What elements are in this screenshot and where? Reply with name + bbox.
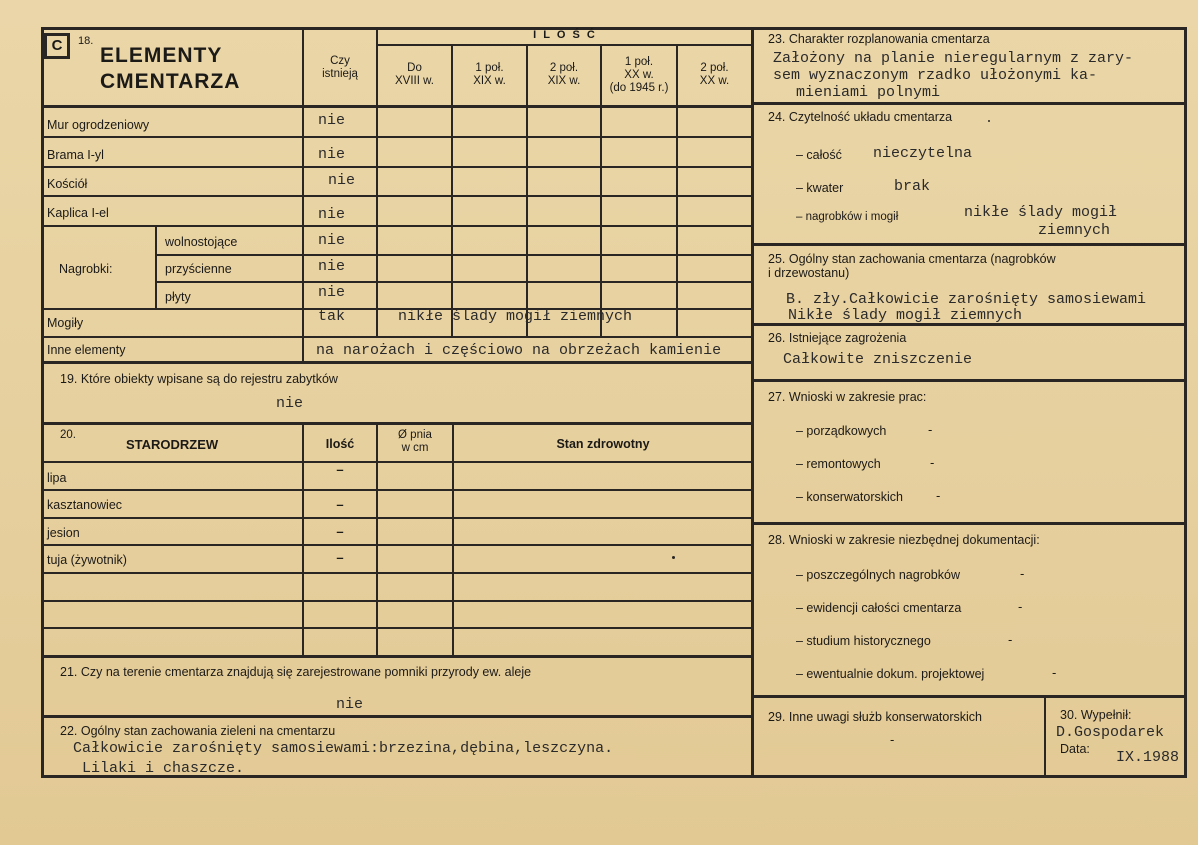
element-label: Mur ogrodzeniowy	[47, 118, 150, 132]
q27-value: -	[936, 488, 941, 503]
q27-value: -	[930, 455, 935, 470]
element-value: nie	[318, 258, 346, 275]
col-rule	[1044, 696, 1046, 777]
q27-item: – konserwatorskich	[796, 490, 903, 504]
col-rule	[452, 424, 454, 656]
row-rule	[751, 243, 1187, 246]
element-value: na narożach i częściowo na obrzeżach kamienie	[316, 342, 722, 359]
q28-item: – studium historycznego	[796, 634, 931, 648]
row-rule	[41, 225, 753, 227]
col-header-text: istnieją	[322, 68, 358, 80]
element-label: Kaplica I-el	[47, 206, 109, 220]
q28-item: – ewentualnie dokum. projektowej	[796, 667, 985, 681]
col-header-text: XX w.	[624, 69, 654, 81]
q23-line3: mieniami polnymi	[796, 84, 941, 101]
q24-label: 24. Czytelność układu cmentarza	[768, 110, 953, 124]
row-rule	[41, 715, 753, 718]
element-value: nie	[318, 112, 346, 129]
tree-name: tuja (żywotnik)	[47, 553, 127, 567]
col-rule	[526, 44, 528, 338]
q23-line2: sem wyznaczonym rzadko ułożonymi ka-	[773, 67, 1098, 84]
q28-item: – ewidencji całości cmentarza	[796, 601, 962, 615]
row-rule	[751, 522, 1187, 525]
q28-value: -	[1020, 566, 1025, 581]
row-rule	[41, 308, 753, 310]
q24-nagrobkow-label: – nagrobków i mogił	[796, 211, 899, 223]
row-rule	[41, 361, 753, 364]
section-title-line1: ELEMENTY	[100, 44, 223, 67]
q21-value: nie	[336, 696, 364, 713]
tree-count: –	[336, 462, 344, 477]
q23-line1: Założony na planie nieregularnym z zary-	[773, 50, 1134, 67]
element-label: płyty	[165, 290, 191, 304]
ilosc-rule	[376, 44, 752, 46]
col-header-period	[602, 56, 676, 95]
tree-name: kasztanowiec	[47, 498, 123, 512]
q24-nagrobkow-value2: ziemnych	[1038, 222, 1111, 239]
row-rule	[41, 544, 753, 546]
q28-item: – poszczególnych nagrobków	[796, 568, 960, 582]
col-header-text: 1 poł.	[475, 62, 504, 74]
nagrobki-label: Nagrobki:	[59, 262, 113, 276]
element-value: nie	[318, 146, 346, 163]
q22-line1: Całkowicie zarośnięty samosiewami:brzezina,dębina,leszczyna.	[73, 740, 614, 757]
form-letter-stamp: C	[44, 33, 70, 59]
row-rule	[155, 254, 753, 256]
row-rule	[41, 195, 753, 197]
q25-line2: Nikłe ślady mogił ziemnych	[788, 307, 1023, 324]
row-rule	[751, 379, 1187, 382]
q19-value: nie	[276, 395, 304, 412]
row-rule	[41, 336, 753, 338]
col-header-period	[378, 62, 451, 88]
section-number: 18.	[78, 35, 94, 47]
q24-kwater-label: – kwater	[796, 181, 844, 195]
q28-label: 28. Wnioski w zakresie niezbędnej dokumentacji:	[768, 533, 1040, 547]
col-header-text: w cm	[401, 442, 429, 454]
row-rule	[751, 695, 1187, 698]
q22-label: 22. Ogólny stan zachowania zieleni na cmentarzu	[60, 724, 336, 738]
q29-label: 29. Inne uwagi służb konserwatorskich	[768, 710, 983, 724]
element-label: Inne elementy	[47, 343, 126, 357]
col-header-text: 2 poł.	[700, 62, 729, 74]
col-header-text: (do 1945 r.)	[609, 82, 669, 94]
q22-line2: Lilaki i chaszcze.	[82, 760, 245, 777]
ink-speck	[988, 120, 990, 122]
q19-label: 19. Które obiekty wpisane są do rejestru zabytków	[60, 372, 338, 386]
col-header-period	[453, 62, 526, 88]
q24-calosc-value: nieczytelna	[873, 145, 973, 162]
element-label: wolnostojące	[165, 235, 238, 249]
tree-count: –	[336, 497, 344, 512]
q25-label-line2: i drzewostanu)	[768, 266, 850, 280]
ink-speck	[672, 556, 675, 559]
col-header-period	[678, 62, 751, 88]
element-value: tak	[318, 308, 346, 325]
col-header-ilosc: I L O Ś Ć	[533, 29, 597, 41]
row-rule	[41, 489, 753, 491]
col-rule	[155, 226, 157, 310]
element-label: Brama I-yl	[47, 148, 104, 162]
q20-col-stan: Stan zdrowotny	[556, 437, 650, 451]
q25-label-line1: 25. Ogólny stan zachowania cmentarza (nagrobków	[768, 252, 1056, 266]
row-rule	[41, 655, 753, 658]
col-rule	[302, 424, 304, 656]
header-rule	[41, 105, 753, 108]
col-header-text: Ø pnia	[398, 429, 432, 441]
col-header-text: XVIII w.	[395, 75, 434, 87]
q28-value: -	[1008, 632, 1013, 647]
tree-count: –	[336, 524, 344, 539]
section-title-line2: CMENTARZA	[100, 70, 241, 93]
col-header-text: 1 poł.	[624, 56, 654, 68]
col-rule	[376, 424, 378, 656]
col-header-czy-istnieja	[304, 55, 376, 81]
row-rule	[41, 422, 753, 425]
element-value: nie	[318, 284, 346, 301]
q29-value: -	[890, 732, 895, 747]
col-header-text: XIX w.	[473, 75, 506, 87]
q21-label: 21. Czy na terenie cmentarza znajdują się zarejestrowane pomniki przyrody ew. aleje	[60, 665, 532, 679]
q25-line1: B. zły.Całkowicie zarośnięty samosiewami	[786, 291, 1147, 308]
q20-col-pnia	[378, 429, 452, 455]
row-rule	[41, 136, 753, 138]
row-rule	[41, 572, 753, 574]
col-header-text: XIX w.	[547, 75, 581, 87]
q26-label: 26. Istniejące zagrożenia	[768, 331, 907, 345]
q30-date-value: IX.1988	[1116, 749, 1180, 766]
q20-title: STARODRZEW	[126, 437, 219, 452]
col-header-period	[528, 62, 600, 88]
element-note: nikłe ślady mogił ziemnych	[398, 308, 633, 325]
column-divider	[751, 27, 754, 777]
col-header-text: XX w.	[699, 75, 730, 87]
q30-date-label: Data:	[1060, 742, 1090, 756]
row-rule	[41, 461, 753, 463]
q24-nagrobkow-value1: nikłe ślady mogił	[964, 204, 1118, 221]
row-rule	[41, 517, 753, 519]
element-label: przyścienne	[165, 262, 232, 276]
row-rule	[155, 281, 753, 283]
q24-calosc-label: – całość	[796, 148, 842, 162]
q23-label: 23. Charakter rozplanowania cmentarza	[768, 32, 990, 46]
element-value: nie	[318, 232, 346, 249]
col-header-text: Czy	[330, 55, 350, 67]
col-header-text: 2 poł.	[549, 62, 579, 74]
q30-label: 30. Wypełnił:	[1060, 708, 1132, 722]
row-rule	[41, 627, 753, 629]
q20-col-ilosc: Ilość	[325, 437, 355, 451]
tree-count: –	[336, 550, 344, 565]
element-label: Kościół	[47, 177, 88, 191]
q26-value: Całkowite zniszczenie	[783, 351, 973, 368]
col-header-text: Do	[407, 62, 422, 74]
q28-value: -	[1018, 599, 1023, 614]
q30-name: D.Gospodarek	[1056, 724, 1165, 741]
row-rule	[751, 102, 1187, 105]
element-value: nie	[318, 206, 346, 223]
row-rule	[41, 166, 753, 168]
q27-label: 27. Wnioski w zakresie prac:	[768, 390, 927, 404]
col-rule	[676, 44, 678, 338]
element-value: nie	[328, 172, 356, 189]
q27-item: – remontowych	[796, 457, 881, 471]
q20-number: 20.	[60, 429, 76, 441]
q27-item: – porządkowych	[796, 424, 887, 438]
col-rule	[451, 44, 453, 338]
border-left	[41, 27, 44, 777]
q27-value: -	[928, 422, 933, 437]
q28-value: -	[1052, 665, 1057, 680]
tree-name: jesion	[47, 526, 80, 540]
border-right	[1184, 27, 1187, 778]
row-rule	[41, 600, 753, 602]
element-label: Mogiły	[47, 316, 84, 330]
tree-name: lipa	[47, 471, 67, 485]
q24-kwater-value: brak	[894, 178, 931, 195]
